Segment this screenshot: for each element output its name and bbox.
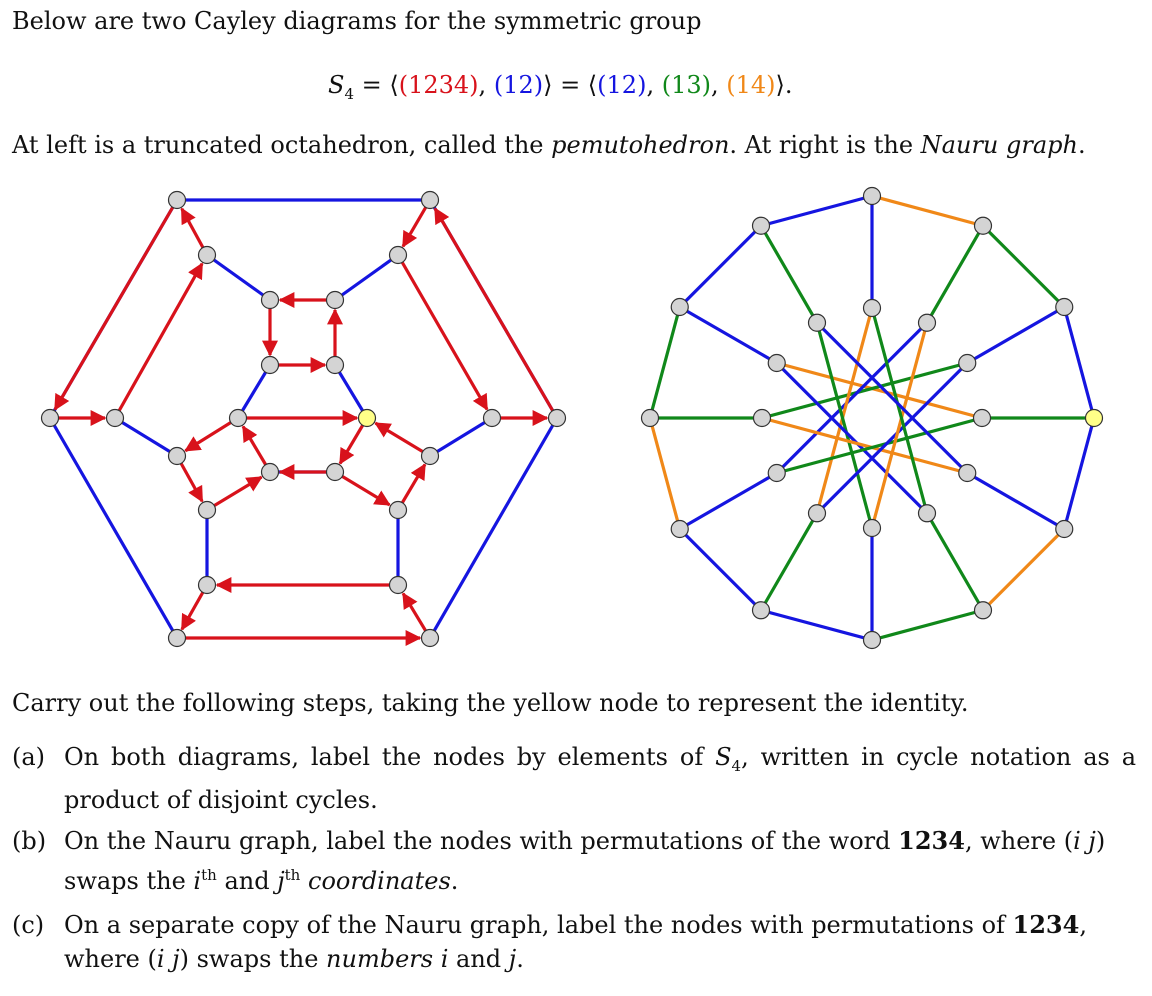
spoke-edge xyxy=(967,307,1064,363)
blue-edge xyxy=(430,418,492,456)
permutohedron-node xyxy=(262,292,279,309)
step-b-ij: i j xyxy=(1073,827,1096,855)
step-c-text-1: On a separate copy of the Nauru graph, label the nodes with permutations of xyxy=(64,911,1013,939)
intro-text-a: At left is a truncated octahedron, called the xyxy=(12,131,552,159)
permutohedron-node xyxy=(199,502,216,519)
blue-edge xyxy=(238,365,270,418)
outer-ring-edge xyxy=(1064,307,1094,418)
spoke-edge xyxy=(927,513,983,610)
step-c-j: j xyxy=(508,945,517,973)
step-a-label: (a) xyxy=(12,743,46,771)
spoke-edge xyxy=(761,226,817,323)
step-a-text-1: On both diagrams, label the nodes by elements of xyxy=(64,743,716,771)
term-nauru-graph: Nauru graph xyxy=(920,131,1078,159)
nauru-inner-node xyxy=(809,505,826,522)
step-c-word: 1234 xyxy=(1012,910,1080,939)
term-pemutohedron: pemutohedron xyxy=(551,131,730,159)
permutohedron-node xyxy=(390,502,407,519)
outer-ring-edge xyxy=(872,610,983,640)
nauru-inner-node xyxy=(809,314,826,331)
generator-1234: (1234) xyxy=(398,71,479,99)
red-arrow-edge xyxy=(207,477,261,510)
outer-ring-edge xyxy=(650,418,680,529)
steps-lead-text: Carry out the following steps, taking the yellow node to represent the identity. xyxy=(12,689,969,717)
nauru-inner-node xyxy=(959,465,976,482)
nauru-graph-diagram xyxy=(620,0,1152,660)
nauru-inner-node xyxy=(864,520,881,537)
step-a-text-2: , written in cycle notation as a product of disjoint cycles. xyxy=(64,743,1137,814)
step-c-ij: i j xyxy=(156,945,180,973)
blue-edge xyxy=(335,255,398,300)
red-arrow-edge xyxy=(185,418,238,451)
permutohedron-node xyxy=(169,630,186,647)
permutohedron-node xyxy=(199,247,216,264)
nauru-outer-node xyxy=(642,410,659,427)
outer-ring-edge xyxy=(680,226,761,307)
formula-end: ⟩. xyxy=(775,71,793,99)
step-c-text-3: ) swaps the xyxy=(179,945,327,973)
permutohedron-node xyxy=(262,357,279,374)
spoke-edge xyxy=(680,473,777,529)
group-subscript: 4 xyxy=(344,84,354,103)
nauru-outer-node xyxy=(753,217,770,234)
step-c-numbers: numbers xyxy=(326,945,434,973)
permutohedron-node xyxy=(422,192,439,209)
formula-comma-3: , xyxy=(710,71,727,99)
nauru-outer-node xyxy=(975,602,992,619)
blue-edge xyxy=(207,255,270,300)
nauru-inner-node xyxy=(974,410,991,427)
permutohedron-node xyxy=(199,577,216,594)
group-symbol: S xyxy=(328,71,345,99)
permutohedron-node xyxy=(42,410,59,427)
spoke-edge xyxy=(967,473,1064,529)
spoke-edge xyxy=(680,307,777,363)
step-c-label: (c) xyxy=(12,911,45,939)
generator-12-nauru: (12) xyxy=(597,71,647,99)
outer-ring-edge xyxy=(872,196,983,226)
nauru-outer-node xyxy=(864,632,881,649)
nauru-inner-node xyxy=(768,465,785,482)
outer-ring-edge xyxy=(650,307,680,418)
generator-12: (12) xyxy=(493,71,544,99)
nauru-inner-node xyxy=(768,355,785,372)
step-b-text xyxy=(64,824,1136,898)
nauru-outer-node xyxy=(864,188,881,205)
permutohedron-node xyxy=(422,448,439,465)
blue-edge xyxy=(335,365,367,418)
formula-mid: ⟩ = ⟨ xyxy=(543,71,598,99)
permutohedron-node xyxy=(262,464,279,481)
permutohedron-node xyxy=(422,630,439,647)
formula-eq: = ⟨ xyxy=(354,71,399,99)
step-c-text-6: . xyxy=(516,945,524,973)
permutohedron-node xyxy=(327,464,344,481)
red-arrow-edge xyxy=(55,200,177,409)
step-b-word: 1234 xyxy=(898,826,965,855)
intro-text: Below are two Cayley diagrams for the symmetric group xyxy=(12,7,702,35)
step-c xyxy=(12,908,1136,976)
nauru-inner-node xyxy=(919,314,936,331)
nauru-outer-node xyxy=(1056,521,1073,538)
red-arrow-edge xyxy=(335,472,389,505)
permutohedron-diagram xyxy=(0,0,620,660)
generator-14: (14) xyxy=(726,71,776,99)
permutohedron-node xyxy=(327,292,344,309)
intro-text-e: . xyxy=(1077,131,1086,159)
nauru-outer-node xyxy=(1056,299,1073,316)
permutohedron-node xyxy=(230,410,247,427)
permutohedron-node xyxy=(327,357,344,374)
spoke-edge xyxy=(761,513,817,610)
permutohedron-node xyxy=(169,448,186,465)
nauru-outer-node xyxy=(753,602,770,619)
formula-comma-2: , xyxy=(646,71,662,99)
step-a-group: S xyxy=(715,743,732,771)
nauru-inner-node xyxy=(919,505,936,522)
permutohedron-node xyxy=(390,247,407,264)
outer-ring-edge xyxy=(1064,418,1094,529)
permutohedron-node xyxy=(107,410,124,427)
identity-node xyxy=(359,410,376,427)
blue-edge xyxy=(430,418,557,638)
outer-ring-edge xyxy=(761,196,872,226)
step-a-sub: 4 xyxy=(731,756,742,775)
step-b-th1: th xyxy=(201,866,217,884)
step-b-text-5 xyxy=(300,867,308,895)
step-b-text-4: and xyxy=(216,867,278,895)
step-c-text-5: and xyxy=(448,945,509,973)
step-c-text-4 xyxy=(433,945,441,973)
step-b-text-3: ) swaps the xyxy=(64,827,1106,895)
step-b-th2: th xyxy=(284,866,301,884)
blue-edge xyxy=(50,418,177,638)
nauru-inner-node xyxy=(754,410,771,427)
step-b-text-1: On the Nauru graph, label the nodes with permutations of the word xyxy=(64,827,899,855)
permutohedron-node xyxy=(484,410,501,427)
nauru-outer-node xyxy=(671,521,688,538)
red-arrow-edge xyxy=(398,255,487,409)
generator-13: (13) xyxy=(661,71,711,99)
red-arrow-edge xyxy=(376,423,430,456)
formula-comma: , xyxy=(478,71,494,99)
nauru-inner-node xyxy=(959,355,976,372)
steps-lead xyxy=(12,688,969,718)
step-b-text-2: , where ( xyxy=(964,827,1074,855)
step-b-text-6: . xyxy=(450,867,459,895)
permutohedron-node xyxy=(549,410,566,427)
outer-ring-edge xyxy=(680,529,761,610)
outer-ring-edge xyxy=(983,529,1064,610)
red-arrow-edge xyxy=(435,209,557,418)
step-b xyxy=(12,824,1136,898)
identity-node xyxy=(1086,410,1103,427)
step-b-i: i xyxy=(193,867,202,895)
step-a-text xyxy=(64,740,1136,817)
nauru-outer-node xyxy=(671,299,688,316)
step-c-text-2: , where ( xyxy=(64,911,1087,973)
spoke-edge xyxy=(927,226,983,323)
step-b-j: j xyxy=(277,867,285,895)
step-b-label: (b) xyxy=(12,827,47,855)
permutohedron-node xyxy=(169,192,186,209)
step-c-i: i xyxy=(440,945,449,973)
blue-edge xyxy=(115,418,177,456)
nauru-inner-node xyxy=(864,300,881,317)
nauru-outer-node xyxy=(975,217,992,234)
outer-ring-edge xyxy=(983,226,1064,307)
permutohedron-node xyxy=(390,577,407,594)
intro-text-c: . At right is the xyxy=(729,131,921,159)
outer-ring-edge xyxy=(761,610,872,640)
step-c-text xyxy=(64,908,1136,976)
step-b-coordinates: coordinates xyxy=(308,867,451,895)
step-a xyxy=(12,740,1136,817)
